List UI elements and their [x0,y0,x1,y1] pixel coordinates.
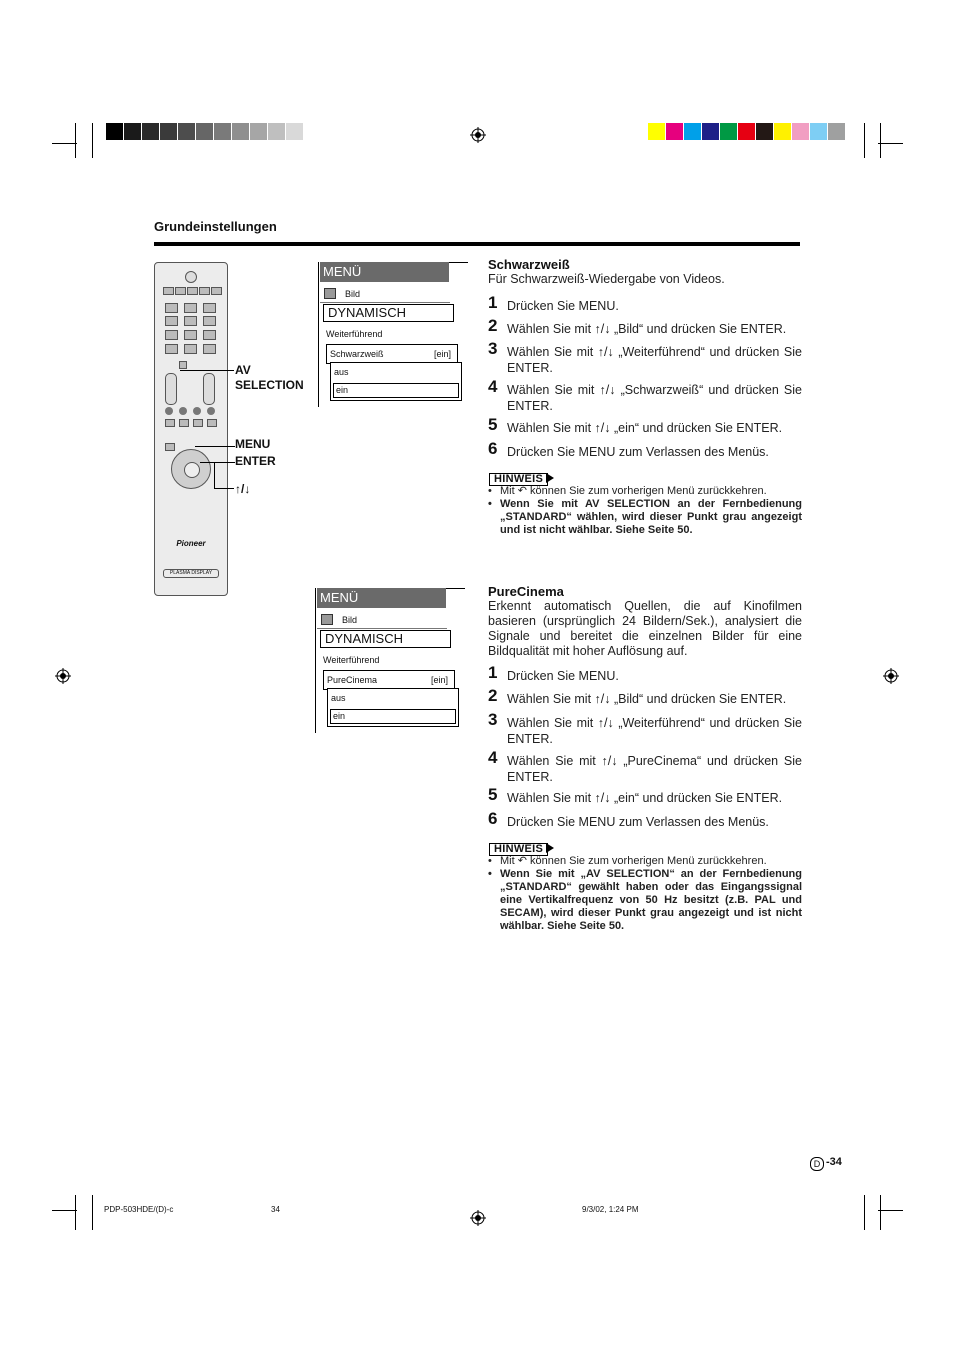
color-swatch [792,123,809,140]
note-text: Wenn Sie mit AV SELECTION an der Fernbedienung „STANDARD“ wählen, wird dieser Punkt grau angezeigt und ist nicht wählbar. Siehe Seite 50. [500,498,802,536]
color-swatch [250,123,267,140]
step-number: 3 [488,339,498,358]
page-number: -34 [826,1156,842,1168]
av-callout-line2: SELECTION [235,378,304,392]
option-ein-selected [333,383,459,398]
step-item [488,748,802,785]
step-number: 5 [488,415,498,434]
schwarzweiss-note-1: • Mit ↶ können Sie zum vorherigen Menü zurückkehren. [488,485,802,498]
menu-item-schwarzweiss [326,344,458,364]
volume-rocker [165,373,177,405]
color-swatch [214,123,231,140]
item-value: [ein] [434,349,452,359]
color-swatch [702,123,719,140]
menu-header: MENÜ [320,262,449,282]
color-swatch [684,123,701,140]
step-number: 2 [488,686,498,705]
step-item [488,339,802,376]
channel-rocker [203,373,215,405]
callout-line [214,488,234,489]
step-text: Wählen Sie mit ↑/↓ „Weiterführend“ und drücken Sie ENTER. [507,716,802,746]
step-number: 6 [488,439,498,458]
step-text: Wählen Sie mit ↑/↓ „ein“ und drücken Sie ENTER. [507,421,783,435]
registration-mark-icon [55,668,71,684]
schwarzweiss-heading: Schwarzweiß [488,257,570,272]
color-buttons [163,407,223,415]
step-text: Wählen Sie mit ↑/↓ „Schwarzweiß“ und drücken Sie ENTER. [507,383,802,413]
color-swatch [142,123,159,140]
arrows-callout: ↑/↓ [235,482,251,496]
note-text: Wenn Sie mit „AV SELECTION“ an der Fernbedienung „STANDARD“ gewählt haben oder das Eingangssignal eine Vertikalfrequenz von 50 Hz besitzt (z.B. PAL und SECAM), wird dieser Punkt grau angezeigt und ist nicht wählbar. Siehe Seite 50. [500,868,802,932]
step-text: Wählen Sie mit ↑/↓ „Bild“ und drücken Sie ENTER. [507,692,787,706]
color-swatch [774,123,791,140]
step-item [488,686,802,707]
color-swatch [178,123,195,140]
step-number: 6 [488,809,498,828]
color-swatch [720,123,737,140]
callout-line [214,462,215,488]
purecinema-note-2: • Wenn Sie mit „AV SELECTION“ an der Fernbedienung „STANDARD“ gewählt haben oder das Eingangssignal eine Vertikalfrequenz von 50 Hz besitzt (z.B. PAL und SECAM), wird dieser Punkt grau angezeigt und ist nicht wählbar. Siehe Seite 50. [488,868,802,932]
step-text: Drücken Sie MENU. [507,669,619,683]
picture-icon [321,614,333,625]
purecinema-heading: PureCinema [488,584,564,599]
plasma-display-label: PLASMA DISPLAY [163,569,219,578]
step-number: 5 [488,785,498,804]
step-text: Wählen Sie mit ↑/↓ „Weiterführend“ und drücken Sie ENTER. [507,345,802,375]
picture-mode: DYNAMISCH [323,304,454,322]
item-value: [ein] [431,675,449,685]
footer-sheet: 34 [271,1205,280,1214]
note-text: Mit ↶ können Sie zum vorherigen Menü zurückkehren. [500,485,767,497]
input-buttons [163,287,219,295]
note-label: HINWEIS [489,473,548,486]
step-item [488,377,802,414]
step-item [488,415,802,436]
step-number: 2 [488,316,498,335]
note-arrow-icon [546,843,554,853]
step-number: 4 [488,377,498,396]
menu-item-bild: Bild [345,289,361,299]
step-item [488,439,802,460]
color-swatch [160,123,177,140]
color-swatch [756,123,773,140]
step-text: Wählen Sie mit ↑/↓ „Bild“ und drücken Sie ENTER. [507,322,787,336]
menu-item-bild: Bild [342,615,358,625]
step-text: Wählen Sie mit ↑/↓ „ein“ und drücken Sie ENTER. [507,791,783,805]
step-text: Drücken Sie MENU zum Verlassen des Menüs. [507,445,769,459]
registration-mark-icon [470,1210,486,1226]
step-number: 4 [488,748,498,767]
direction-pad [171,449,211,489]
footer-file: PDP-503HDE/(D)-c [104,1205,174,1214]
remote-control [154,262,228,596]
option-ein-selected [330,709,456,724]
step-number: 1 [488,663,498,682]
step-text: Wählen Sie mit ↑/↓ „PureCinema“ und drücken Sie ENTER. [507,754,802,784]
option-aus: aus [334,367,349,377]
step-text: Drücken Sie MENU. [507,299,619,313]
menu-item-weiterfuehrend: Weiterführend [323,655,380,665]
av-callout-line1: AV [235,363,251,377]
menu-item-purecinema [323,670,455,690]
color-swatch [738,123,755,140]
enter-button [184,462,200,478]
menu-diagram-purecinema [315,588,465,733]
menu-header: MENÜ [317,588,446,608]
menu-diagram-schwarzweiss [318,262,468,407]
step-item [488,710,802,747]
callout-line [200,462,235,463]
note-label: HINWEIS [489,843,548,856]
step-item [488,785,802,806]
color-swatch [828,123,845,140]
picture-mode: DYNAMISCH [320,630,451,648]
option-list [330,362,462,401]
step-text: Drücken Sie MENU zum Verlassen des Menüs. [507,815,769,829]
av-callout [235,363,304,393]
color-swatch [124,123,141,140]
enter-callout: ENTER [235,454,276,468]
option-list [327,688,459,727]
note-arrow-icon [546,473,554,483]
step-item [488,293,802,314]
purecinema-intro: Erkennt automatisch Quellen, die auf Kinofilmen basieren (ursprünglich 24 Bildern/Sek.), analysiert die Signale und bereitet die einzelnen Bilder für eine Bildqualität mit hoher Auflösung auf. [488,599,802,658]
number-keypad [165,303,217,355]
page-badge: D [810,1157,824,1171]
item-label: Schwarzweiß [330,349,384,359]
brand-logo: Pioneer [176,539,206,548]
color-swatch [232,123,249,140]
callout-line [195,446,235,447]
av-selection-button [179,361,187,369]
color-swatch [666,123,683,140]
color-swatch [810,123,827,140]
step-item [488,316,802,337]
schwarzweiss-note-2: • Wenn Sie mit AV SELECTION an der Fernbedienung „STANDARD“ wählen, wird dieser Punkt grau angezeigt und ist nicht wählbar. Siehe Seite 50. [488,498,802,536]
picture-icon [324,288,336,299]
section-rule [154,242,800,246]
color-swatch [648,123,665,140]
callout-line [180,370,234,371]
option-ein: ein [336,385,349,395]
step-item [488,663,802,684]
note-text: Mit ↶ können Sie zum vorherigen Menü zurückkehren. [500,855,767,867]
schwarzweiss-intro: Für Schwarzweiß-Wiedergabe von Videos. [488,272,725,286]
menu-button [165,443,175,451]
footer-date: 9/3/02, 1:24 PM [582,1205,639,1214]
step-number: 1 [488,293,498,312]
item-label: PureCinema [327,675,378,685]
power-button [185,271,197,283]
menu-item-weiterfuehrend: Weiterführend [326,329,383,339]
purecinema-note-1: • Mit ↶ können Sie zum vorherigen Menü zurückkehren. [488,855,802,868]
color-swatch [106,123,123,140]
step-number: 3 [488,710,498,729]
option-aus: aus [331,693,346,703]
color-swatch [286,123,303,140]
color-swatch [268,123,285,140]
menu-callout: MENU [235,437,271,451]
option-ein: ein [333,711,346,721]
color-swatch [196,123,213,140]
section-title: Grundeinstellungen [154,219,277,234]
registration-mark-icon [470,127,486,143]
color-swatch [304,123,321,140]
step-item [488,809,802,830]
registration-mark-icon [883,668,899,684]
function-buttons [163,419,223,439]
